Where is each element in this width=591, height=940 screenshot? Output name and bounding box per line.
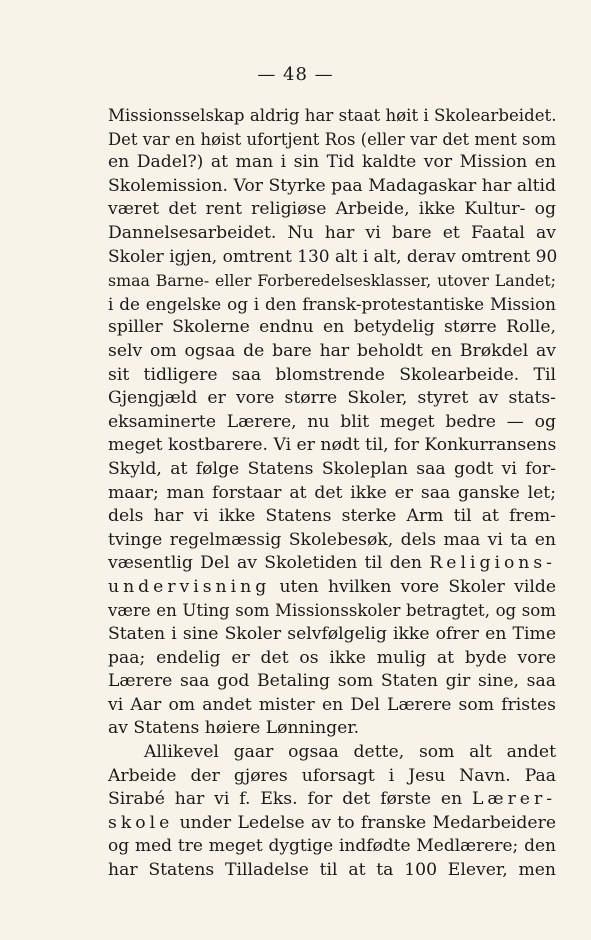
spaced-emphasis-text: Lærer- bbox=[472, 789, 556, 810]
text-line bbox=[108, 222, 556, 246]
text-line bbox=[108, 387, 556, 411]
line-text: Skyld, at følge Statens Skoleplan saa godt vi for- bbox=[108, 458, 556, 479]
text-line bbox=[108, 788, 556, 812]
line-text: Lærere saa god Betaling som Staten gir sine, saa bbox=[108, 671, 556, 692]
line-text: væsentlig Del av Skoletiden til den bbox=[108, 553, 430, 574]
line-text: eksaminerte Lærere, nu blit meget bedre — og bbox=[108, 411, 556, 432]
text-line bbox=[108, 529, 556, 553]
text-line bbox=[108, 269, 556, 293]
text-line bbox=[108, 411, 556, 435]
spaced-emphasis-text: undervisning bbox=[108, 576, 271, 597]
line-text: vi Aar om andet mister en Del Lærere som fristes bbox=[108, 694, 556, 715]
text-line bbox=[108, 552, 556, 576]
line-text: tvinge regelmæssig Skolebesøk, dels maa vi ta en bbox=[108, 529, 556, 550]
text-line bbox=[108, 599, 556, 623]
text-line bbox=[108, 364, 556, 388]
text-line bbox=[108, 623, 556, 647]
line-text: være en Uting som Missionsskoler betragtet, og som bbox=[108, 601, 556, 621]
line-text: spiller Skolerne endnu en betydelig større Rolle, bbox=[108, 317, 556, 338]
line-text: i de engelske og i den fransk-protestantiske Mission bbox=[108, 293, 556, 314]
line-text: selv om ogsaa de bare har beholdt en Brøkdel av bbox=[108, 340, 556, 361]
line-text: sit tidligere saa blomstrende Skolearbeide. Til bbox=[108, 364, 556, 385]
line-text: under Ledelse av to franske Medarbeidere bbox=[173, 812, 556, 833]
line-text: en Dadel?) at man i sin Tid kaldte vor Mission en bbox=[108, 152, 556, 173]
line-text: Gjengjæld er vore større Skoler, styret av stats- bbox=[108, 388, 556, 409]
text-line bbox=[108, 175, 556, 199]
line-text: har Statens Tilladelse til at ta 100 Elever, men bbox=[108, 860, 556, 880]
text-line bbox=[108, 694, 556, 718]
line-text: maar; man forstaar at det ikke er saa ganske let; bbox=[108, 482, 556, 503]
line-text: av Statens høiere Lønninger. bbox=[108, 718, 360, 739]
text-line bbox=[108, 246, 556, 270]
text-line bbox=[108, 812, 556, 836]
line-text: Skoler igjen, omtrent 130 alt i alt, derav omtrent 90 bbox=[108, 246, 558, 267]
text-line bbox=[108, 505, 556, 529]
line-text: Missionsselskap aldrig har staat høit i Skolearbeidet. bbox=[108, 106, 557, 125]
text-line bbox=[108, 576, 556, 600]
line-text: og med tre meget dygtige indfødte Medlærere; den bbox=[108, 836, 556, 857]
text-line bbox=[108, 835, 556, 859]
text-line bbox=[108, 765, 556, 789]
spaced-emphasis-text: skole bbox=[108, 812, 174, 833]
line-text: Dannelsesarbeidet. Nu har vi bare et Faatal av bbox=[108, 222, 556, 243]
text-line bbox=[108, 741, 556, 765]
line-text: smaa Barne- eller Forberedelsesklasser, utover Landet; bbox=[108, 271, 556, 291]
line-text: Skolemission. Vor Styrke paa Madagaskar har altid bbox=[108, 175, 556, 196]
line-text: Sirabé har vi f. Eks. for det første en bbox=[108, 789, 473, 810]
text-line bbox=[108, 316, 556, 340]
text-line bbox=[108, 670, 556, 694]
line-text: dels har vi ikke Statens sterke Arm til at frem- bbox=[108, 506, 556, 527]
line-text: paa; endelig er det os ikke mulig at byde vore bbox=[108, 647, 556, 668]
line-text: Arbeide der gjøres uforsagt i Jesu Navn. Paa bbox=[108, 765, 556, 786]
text-line bbox=[108, 647, 556, 671]
text-line bbox=[108, 434, 556, 458]
line-text: Allikevel gaar ogsaa dette, som alt andet bbox=[144, 742, 556, 763]
text-line bbox=[108, 859, 556, 883]
text-line bbox=[108, 717, 556, 741]
text-line bbox=[108, 104, 556, 128]
body-text bbox=[108, 104, 556, 883]
line-text: været det rent religiøse Arbeide, ikke Kultur- og bbox=[108, 199, 556, 220]
text-line bbox=[108, 151, 556, 175]
text-line bbox=[108, 198, 556, 222]
spaced-emphasis-text: Religions- bbox=[429, 553, 556, 574]
text-line bbox=[108, 293, 556, 317]
line-text: meget kostbarere. Vi er nødt til, for Konkurransens bbox=[108, 435, 557, 456]
text-line bbox=[108, 340, 556, 364]
text-line bbox=[108, 128, 556, 152]
line-text: Staten i sine Skoler selvfølgelig ikke ofrer en Time bbox=[108, 624, 556, 645]
text-line bbox=[108, 482, 556, 506]
text-line bbox=[108, 458, 556, 482]
line-text: uten hvilken vore Skoler vilde bbox=[270, 576, 556, 597]
line-text: Det var en høist ufortjent Ros (eller var det ment som bbox=[108, 129, 556, 149]
page-number: — 48 — bbox=[257, 64, 334, 85]
